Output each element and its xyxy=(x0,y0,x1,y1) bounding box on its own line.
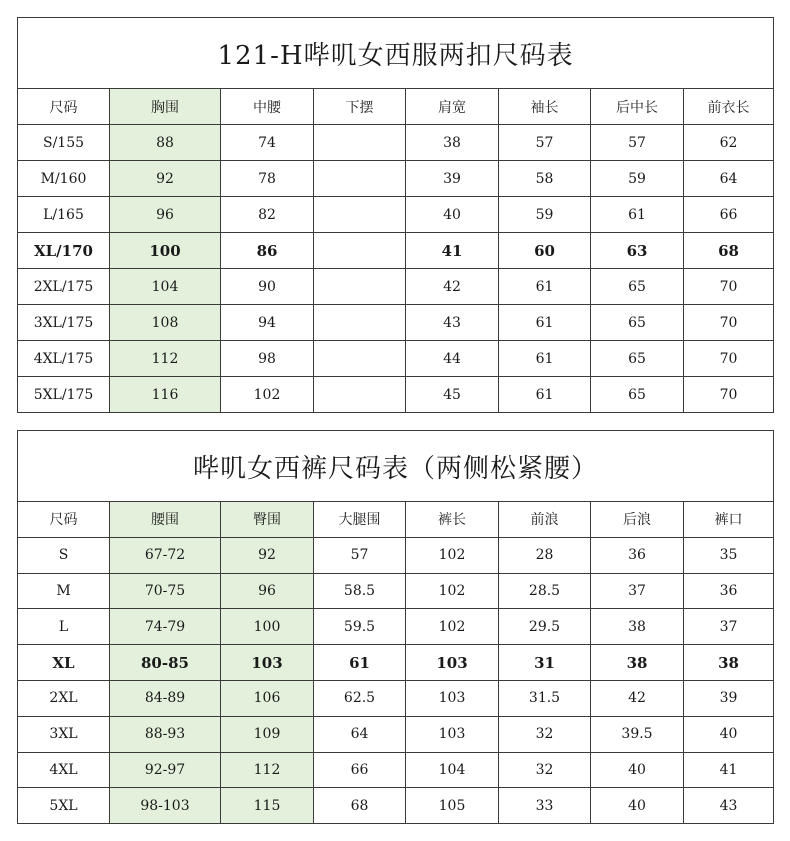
measurement-cell: 38 xyxy=(406,125,499,161)
measurement-cell: 59.5 xyxy=(314,609,406,645)
measurement-cell: 70 xyxy=(684,269,774,305)
measurement-cell: 29.5 xyxy=(499,609,591,645)
measurement-cell: 57 xyxy=(591,125,684,161)
column-header: 裤口 xyxy=(684,502,774,538)
measurement-cell: 65 xyxy=(591,269,684,305)
measurement-cell: 36 xyxy=(591,537,684,573)
measurement-cell: 61 xyxy=(499,269,591,305)
measurement-cell: 40 xyxy=(591,788,684,824)
measurement-cell xyxy=(314,197,406,233)
measurement-cell: 88 xyxy=(110,125,221,161)
measurement-cell: 39 xyxy=(406,161,499,197)
measurement-cell: 40 xyxy=(591,752,684,788)
size-label-cell: 3XL xyxy=(18,716,110,752)
measurement-cell: 31.5 xyxy=(499,680,591,716)
column-header: 尺码 xyxy=(18,89,110,125)
measurement-cell: 70 xyxy=(684,341,774,377)
measurement-cell: 58.5 xyxy=(314,573,406,609)
size-label-cell: 2XL xyxy=(18,680,110,716)
pants-size-table xyxy=(17,430,774,824)
size-label-cell: L/165 xyxy=(18,197,110,233)
measurement-cell: 68 xyxy=(314,788,406,824)
measurement-cell: 104 xyxy=(406,752,499,788)
table-row xyxy=(18,680,774,716)
size-label-cell: S/155 xyxy=(18,125,110,161)
table-row xyxy=(18,573,774,609)
measurement-cell xyxy=(314,377,406,413)
measurement-cell: 65 xyxy=(591,305,684,341)
measurement-cell: 40 xyxy=(684,716,774,752)
measurement-cell: 67-72 xyxy=(110,537,221,573)
measurement-cell: 32 xyxy=(499,716,591,752)
table-row xyxy=(18,752,774,788)
measurement-cell: 115 xyxy=(221,788,314,824)
measurement-cell: 58 xyxy=(499,161,591,197)
measurement-cell: 103 xyxy=(406,680,499,716)
measurement-cell: 116 xyxy=(110,377,221,413)
measurement-cell: 86 xyxy=(221,233,314,269)
measurement-cell: 100 xyxy=(221,609,314,645)
size-label-cell: 2XL/175 xyxy=(18,269,110,305)
column-header: 胸围 xyxy=(110,89,221,125)
measurement-cell: 31 xyxy=(499,645,591,681)
measurement-cell: 104 xyxy=(110,269,221,305)
measurement-cell xyxy=(314,233,406,269)
measurement-cell: 74-79 xyxy=(110,609,221,645)
measurement-cell: 28.5 xyxy=(499,573,591,609)
table-row xyxy=(18,269,774,305)
measurement-cell: 38 xyxy=(684,645,774,681)
measurement-cell: 42 xyxy=(591,680,684,716)
column-header: 前衣长 xyxy=(684,89,774,125)
measurement-cell: 42 xyxy=(406,269,499,305)
measurement-cell: 70-75 xyxy=(110,573,221,609)
measurement-cell xyxy=(314,161,406,197)
measurement-cell: 41 xyxy=(684,752,774,788)
column-header: 后中长 xyxy=(591,89,684,125)
measurement-cell: 37 xyxy=(591,573,684,609)
measurement-cell xyxy=(314,125,406,161)
measurement-cell: 38 xyxy=(591,645,684,681)
measurement-cell: 78 xyxy=(221,161,314,197)
measurement-cell: 70 xyxy=(684,377,774,413)
measurement-cell: 102 xyxy=(406,609,499,645)
measurement-cell: 102 xyxy=(406,537,499,573)
measurement-cell: 59 xyxy=(591,161,684,197)
column-header: 尺码 xyxy=(18,502,110,538)
column-header: 臀围 xyxy=(221,502,314,538)
measurement-cell: 68 xyxy=(684,233,774,269)
measurement-cell: 96 xyxy=(110,197,221,233)
measurement-cell: 63 xyxy=(591,233,684,269)
measurement-cell: 100 xyxy=(110,233,221,269)
size-label-cell: 5XL/175 xyxy=(18,377,110,413)
measurement-cell xyxy=(314,269,406,305)
measurement-cell: 57 xyxy=(314,537,406,573)
measurement-cell: 62 xyxy=(684,125,774,161)
table-row xyxy=(18,609,774,645)
size-label-cell: L xyxy=(18,609,110,645)
measurement-cell xyxy=(314,305,406,341)
table-row xyxy=(18,233,774,269)
measurement-cell: 43 xyxy=(406,305,499,341)
column-header: 后浪 xyxy=(591,502,684,538)
measurement-cell: 112 xyxy=(110,341,221,377)
measurement-cell: 59 xyxy=(499,197,591,233)
measurement-cell: 57 xyxy=(499,125,591,161)
measurement-cell: 60 xyxy=(499,233,591,269)
measurement-cell: 37 xyxy=(684,609,774,645)
pants-header-row xyxy=(18,502,774,538)
measurement-cell: 80-85 xyxy=(110,645,221,681)
measurement-cell: 43 xyxy=(684,788,774,824)
measurement-cell: 94 xyxy=(221,305,314,341)
table-row xyxy=(18,377,774,413)
measurement-cell: 102 xyxy=(221,377,314,413)
measurement-cell: 82 xyxy=(221,197,314,233)
measurement-cell: 39.5 xyxy=(591,716,684,752)
measurement-cell: 41 xyxy=(406,233,499,269)
measurement-cell: 61 xyxy=(314,645,406,681)
measurement-cell: 112 xyxy=(221,752,314,788)
measurement-cell: 61 xyxy=(499,305,591,341)
measurement-cell: 105 xyxy=(406,788,499,824)
measurement-cell: 103 xyxy=(406,645,499,681)
measurement-cell: 65 xyxy=(591,341,684,377)
column-header: 中腰 xyxy=(221,89,314,125)
measurement-cell: 38 xyxy=(591,609,684,645)
measurement-cell: 61 xyxy=(499,341,591,377)
size-label-cell: XL/170 xyxy=(18,233,110,269)
measurement-cell: 61 xyxy=(499,377,591,413)
column-header: 肩宽 xyxy=(406,89,499,125)
measurement-cell: 92-97 xyxy=(110,752,221,788)
column-header: 大腿围 xyxy=(314,502,406,538)
column-header: 裤长 xyxy=(406,502,499,538)
measurement-cell: 45 xyxy=(406,377,499,413)
measurement-cell: 103 xyxy=(221,645,314,681)
table-row xyxy=(18,537,774,573)
column-header: 袖长 xyxy=(499,89,591,125)
measurement-cell: 62.5 xyxy=(314,680,406,716)
measurement-cell: 88-93 xyxy=(110,716,221,752)
table-row xyxy=(18,341,774,377)
column-header: 下摆 xyxy=(314,89,406,125)
measurement-cell: 61 xyxy=(591,197,684,233)
measurement-cell: 96 xyxy=(221,573,314,609)
measurement-cell: 66 xyxy=(684,197,774,233)
measurement-cell: 90 xyxy=(221,269,314,305)
jacket-size-table xyxy=(17,17,774,413)
column-header: 前浪 xyxy=(499,502,591,538)
measurement-cell: 98 xyxy=(221,341,314,377)
jacket-table-title: 121-H哔叽女西服两扣尺码表 xyxy=(18,18,774,89)
measurement-cell: 35 xyxy=(684,537,774,573)
measurement-cell: 32 xyxy=(499,752,591,788)
jacket-header-row xyxy=(18,89,774,125)
measurement-cell: 33 xyxy=(499,788,591,824)
size-label-cell: M/160 xyxy=(18,161,110,197)
column-header: 腰围 xyxy=(110,502,221,538)
measurement-cell: 92 xyxy=(221,537,314,573)
measurement-cell: 106 xyxy=(221,680,314,716)
measurement-cell: 74 xyxy=(221,125,314,161)
measurement-cell: 36 xyxy=(684,573,774,609)
measurement-cell: 64 xyxy=(684,161,774,197)
size-label-cell: M xyxy=(18,573,110,609)
table-row xyxy=(18,161,774,197)
table-row xyxy=(18,788,774,824)
measurement-cell xyxy=(314,341,406,377)
measurement-cell: 64 xyxy=(314,716,406,752)
measurement-cell: 109 xyxy=(221,716,314,752)
size-label-cell: 4XL/175 xyxy=(18,341,110,377)
pants-table-title: 哔叽女西裤尺码表（两侧松紧腰） xyxy=(18,431,774,502)
measurement-cell: 66 xyxy=(314,752,406,788)
measurement-cell: 98-103 xyxy=(110,788,221,824)
size-label-cell: 3XL/175 xyxy=(18,305,110,341)
measurement-cell: 28 xyxy=(499,537,591,573)
table-row xyxy=(18,645,774,681)
size-label-cell: XL xyxy=(18,645,110,681)
measurement-cell: 102 xyxy=(406,573,499,609)
table-row xyxy=(18,197,774,233)
size-label-cell: 5XL xyxy=(18,788,110,824)
measurement-cell: 108 xyxy=(110,305,221,341)
measurement-cell: 40 xyxy=(406,197,499,233)
measurement-cell: 84-89 xyxy=(110,680,221,716)
measurement-cell: 70 xyxy=(684,305,774,341)
measurement-cell: 92 xyxy=(110,161,221,197)
table-row xyxy=(18,716,774,752)
measurement-cell: 44 xyxy=(406,341,499,377)
measurement-cell: 39 xyxy=(684,680,774,716)
table-row xyxy=(18,125,774,161)
size-label-cell: S xyxy=(18,537,110,573)
size-label-cell: 4XL xyxy=(18,752,110,788)
measurement-cell: 65 xyxy=(591,377,684,413)
measurement-cell: 103 xyxy=(406,716,499,752)
table-row xyxy=(18,305,774,341)
